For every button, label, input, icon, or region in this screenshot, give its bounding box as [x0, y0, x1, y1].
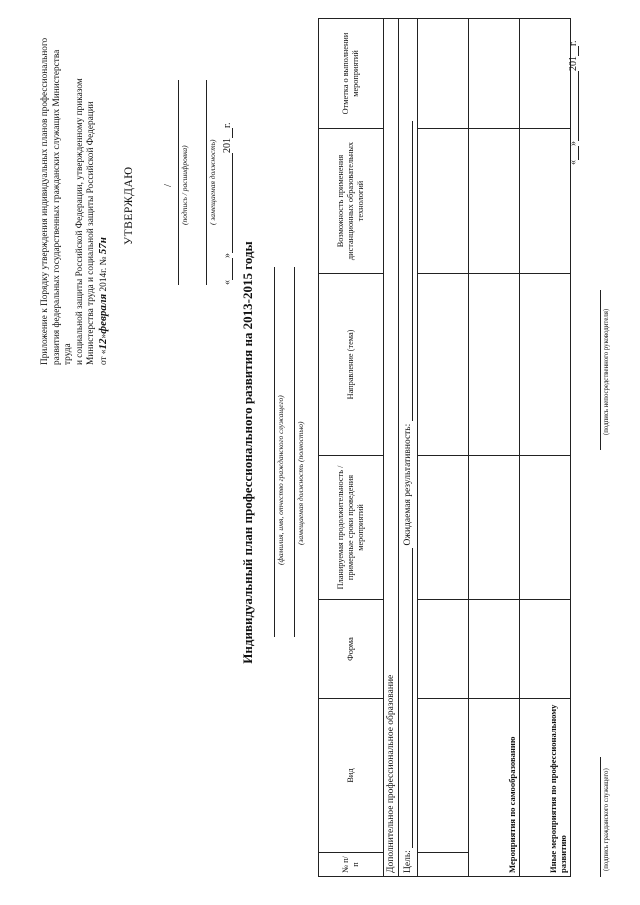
appendix-block	[40, 35, 111, 365]
cell-empty	[469, 600, 520, 699]
cell-empty	[469, 456, 520, 600]
header-number: № п/п	[319, 853, 384, 877]
goal-line	[412, 548, 413, 848]
order-reference	[98, 35, 111, 365]
approval-signature-line	[178, 80, 179, 285]
approval-signature-caption: (подпись / расшифровка)	[180, 145, 189, 225]
footer-year-line	[578, 46, 579, 56]
goal-row	[399, 19, 418, 877]
cell-empty	[520, 19, 571, 129]
approval-year-line	[232, 128, 233, 138]
other-activities-label: Иные мероприятия по профессиональному развитию	[520, 699, 571, 877]
employee-name-line	[274, 267, 275, 637]
order-mid: »	[98, 333, 109, 339]
footer-day-line	[578, 146, 579, 160]
appendix-line-4: Министерства труда и социальной защиты Российской Федерации	[86, 101, 97, 365]
cell-empty	[418, 456, 469, 600]
appendix-line-2: развития федеральных государственных гражданских служащих Министерства труда	[51, 49, 74, 365]
approval-month-line	[232, 153, 233, 253]
header-direction: Направление (тема)	[319, 274, 384, 456]
approval-date	[222, 123, 233, 285]
goal-cell	[399, 19, 418, 877]
table-header-row	[319, 19, 384, 877]
cell-empty	[520, 129, 571, 274]
order-number: 57н	[96, 237, 109, 255]
result-label: Ожидаемая результативность:	[403, 423, 413, 546]
footer-date-close: »	[568, 141, 579, 146]
approval-position-line	[206, 80, 207, 285]
section-row	[384, 19, 399, 877]
section-title: Дополнительное профессиональное образование	[384, 19, 399, 877]
cell-empty	[418, 600, 469, 699]
order-day: 12	[96, 338, 109, 350]
footer-date-suffix: г.	[568, 40, 579, 46]
order-year: 2014г. №	[98, 254, 109, 294]
cell-empty	[418, 274, 469, 456]
cell-empty	[520, 600, 571, 699]
employee-position-line	[294, 267, 295, 637]
header-distance-learning: Возможность применения дистанционных образовательных технологий	[319, 129, 384, 274]
header-form: Форма	[319, 600, 384, 699]
header-type: Вид	[319, 699, 384, 853]
table-row	[469, 19, 520, 877]
cell-empty	[418, 699, 469, 853]
approval-date-suffix: г.	[222, 122, 233, 128]
self-education-label: Мероприятия по самообразованию	[469, 699, 520, 877]
employee-position-caption: (замещаемая должность (полностью)	[296, 421, 305, 545]
footer-date-open: «	[568, 160, 579, 165]
result-line	[412, 121, 413, 421]
cell-empty	[418, 19, 469, 129]
employee-signature-line	[600, 757, 601, 877]
manager-signature-caption: (подпись непосредственного руководителя)	[603, 308, 610, 435]
approval-day-line	[232, 258, 233, 280]
cell-empty	[469, 19, 520, 129]
cell-empty	[418, 853, 469, 877]
header-duration: Планируемая продолжительность /примерные сроки проведения мероприятий	[319, 456, 384, 600]
cell-empty	[418, 129, 469, 274]
appendix-line-3: и социальной защиты Российской Федерации, утвержденному приказом	[74, 78, 85, 365]
order-prefix: от «	[98, 349, 109, 365]
footer-date	[568, 41, 579, 165]
approval-position-caption: ( замещаемая должность)	[208, 139, 217, 225]
footer-date-year: 201	[568, 56, 579, 71]
approval-title: УТВЕРЖДАЮ	[123, 166, 135, 245]
approval-signature-slash: /	[162, 183, 174, 187]
page-title: Индивидуальный план профессионального развития на 2013-2015 годы	[240, 241, 255, 664]
table-row	[520, 19, 571, 877]
header-completion-mark: Отметка о выполнении мероприятий	[319, 19, 384, 129]
approval-date-open: «	[222, 280, 233, 285]
appendix-line-1: Приложение к Порядку утверждения индивидуальных планов профессионального	[40, 37, 50, 365]
approval-date-year: 201	[222, 138, 233, 153]
cell-empty	[520, 456, 571, 600]
manager-signature-line	[600, 290, 601, 450]
footer-month-line	[578, 71, 579, 141]
cell-empty	[469, 129, 520, 274]
development-plan-table	[318, 18, 571, 877]
cell-empty	[469, 274, 520, 456]
order-month: февраля	[96, 293, 109, 334]
employee-name-caption: (фамилия, имя, отчество гражданского служащего)	[276, 395, 285, 565]
employee-signature-caption: (подпись гражданского служащего)	[603, 768, 610, 871]
table-row	[418, 19, 469, 877]
goal-label: Цель:	[403, 850, 413, 873]
cell-empty	[520, 274, 571, 456]
approval-date-close: »	[222, 253, 233, 258]
